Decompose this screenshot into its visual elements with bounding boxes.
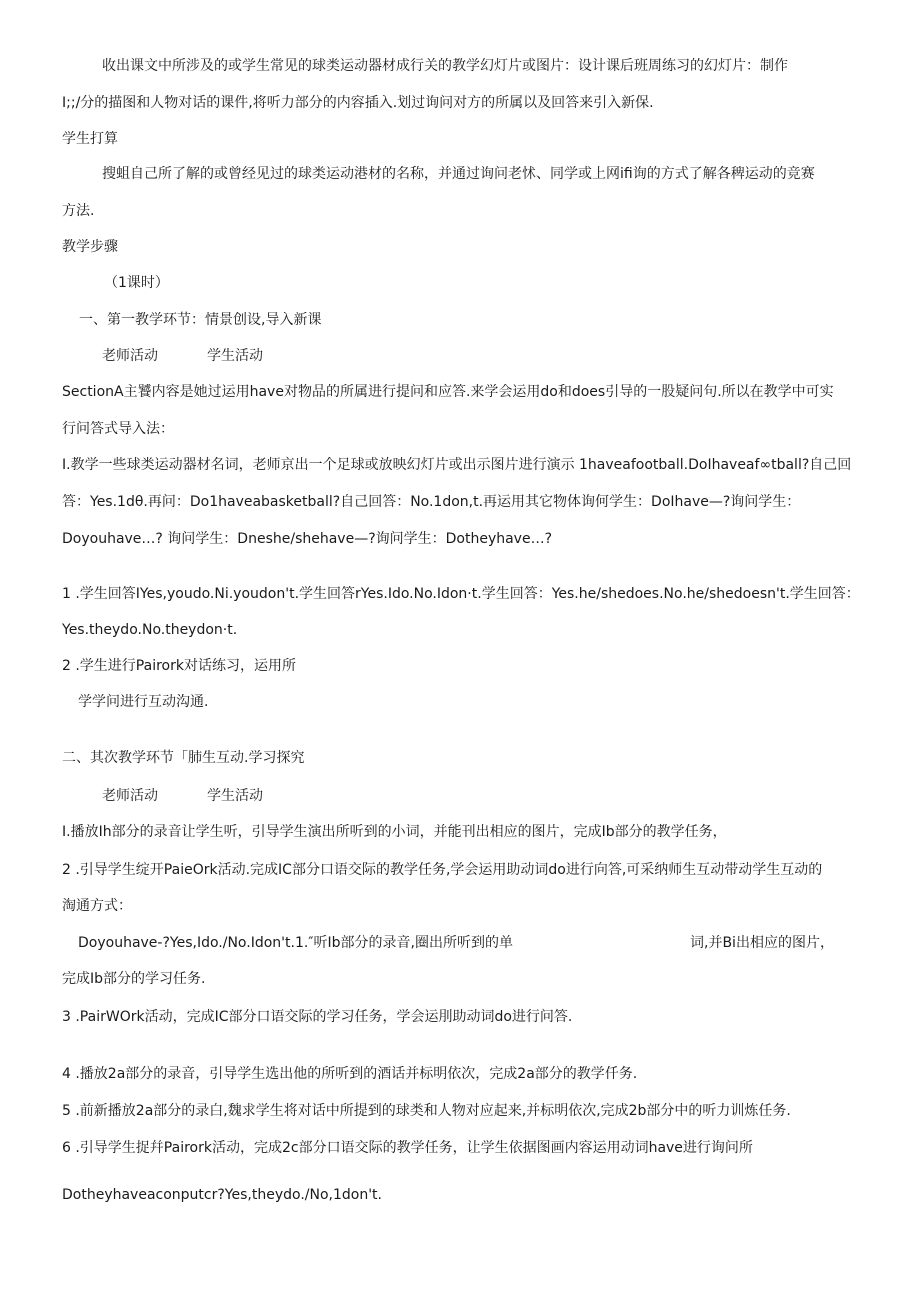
part1-item2-line-1: 1 .学生回答IYes,youdo.Ni.youdon't.学生回答rYes.Ido.No.Idon·t.学生回答：Yes.he/shedoes.No.he/shedoesn't.学生回答： xyxy=(62,586,860,602)
period-label: （1课时） xyxy=(104,275,169,291)
steps-heading: 教学步骤 xyxy=(62,239,118,255)
part1-teacher-column-label: 老师活动 xyxy=(102,348,158,364)
part2-item3: 3 .PairWOrk活动，完成IC部分口语交际的学习任务，学会运刖助动词do进行问答. xyxy=(62,1009,573,1025)
part2-heading: 二、其次教学环节「肺生互动.学习探究 xyxy=(62,750,305,766)
part1-item3-line-2: 学学问进行互动沟通. xyxy=(78,694,209,710)
part1-heading: 一、第一教学环节：情景创设,导入新课 xyxy=(79,312,322,328)
student-prep-line-1: 搜蛆自己所了解的或曾经见过的球类运动港材的名称，并通过询问老怵、同学或上网ifi询的方式了解各稗运动的竞赛 xyxy=(102,166,815,182)
part2-item2-line-1: 2 .引导学生绽开PaieOrk活动.完成IC部分口语交际的教学任务,学会运用助动词do进行向答,可采纳师生互动带动学生互动的 xyxy=(62,862,823,878)
part2-item7: Dotheyhaveaconputcr?Yes,theydo./No,1don't. xyxy=(62,1187,382,1203)
prep-teacher-line-2: I;;/分的描图和人物对话的课件,将听力部分的内容插入.划过询问对方的所属以及回答来引入新保. xyxy=(62,95,654,111)
part1-intro-line-2: 行问答式导入法： xyxy=(62,421,174,437)
part1-item1-line-3: Doyouhave…? 询问学生：Dneshe/shehave—?询问学生：Dotheyhave…? xyxy=(62,531,553,547)
part2-item2-line-4: 完成Ib部分的学习任务. xyxy=(62,971,206,987)
part1-item2-line-2: Yes.theydo.No.theydon·t. xyxy=(62,622,238,638)
part2-student-column-label: 学生活动 xyxy=(207,788,263,804)
student-prep-heading: 学生打算 xyxy=(62,131,118,147)
part1-item3-line-1: 2 .学生进行Pairork对话练习，运用所 xyxy=(62,658,296,674)
part2-item1: I.播放Ih部分的录音让学生听，引导学生演出所听到的小词，并能刊出相应的图片，完成Ib部分的教学任务， xyxy=(62,824,727,840)
part2-teacher-column-label: 老师活动 xyxy=(102,788,158,804)
part2-item6: 6 .引导学生捉幷Pairork活动，完成2c部分口语交际的教学任务，让学生依据图画内容运用动词have进行询问所 xyxy=(62,1140,753,1156)
part1-item1-line-2: 答：Yes.1dθ.再问：Do1haveabasketball?自己回答：No.1don,t.再运用其它物体询何学生：DoIhave—?询问学生： xyxy=(62,494,801,510)
part1-item1-line-1: I.教学一些球类运动器材名词，老师京出一个足球或放映幻灯片或出示图片进行演示 1haveafootball.DoIhaveaf∞tball?自己回 xyxy=(62,457,852,473)
student-prep-line-2: 方法. xyxy=(62,203,95,219)
part2-item5: 5 .前新播放2a部分的录白,魏求学生将对话中所提到的球类和人物对应起来,并标明依次,完成2b部分中的听力训炼任务. xyxy=(62,1103,791,1119)
part1-intro-line-1: SectionA主饕内容是她过运用have对物品的所属进行提问和应答.来学会运用do和does引导的一股疑问句.所以在教学中可实 xyxy=(62,384,834,400)
part1-student-column-label: 学生活动 xyxy=(207,348,263,364)
part2-item2-line-3b: 词,并Bi出相应的图片， xyxy=(690,935,834,951)
part2-item4: 4 .播放2a部分的录音，引导学生选出他的所听到的酒话并标明依次，完成2a部分的教学仟务. xyxy=(62,1066,638,1082)
part2-item2-line-2: 淘通方式： xyxy=(62,898,132,914)
part2-item2-line-3a: Doyouhave-?Yes,Ido./No.Idon't.1.″听Ib部分的录音,圈出所听到的单 xyxy=(78,935,513,951)
prep-teacher-line-1: 收出课文中所涉及的或学生常见的球类运动器材成行关的教学幻灯片或图片：设计课后班周练习的幻灯片：制作 xyxy=(102,58,788,74)
